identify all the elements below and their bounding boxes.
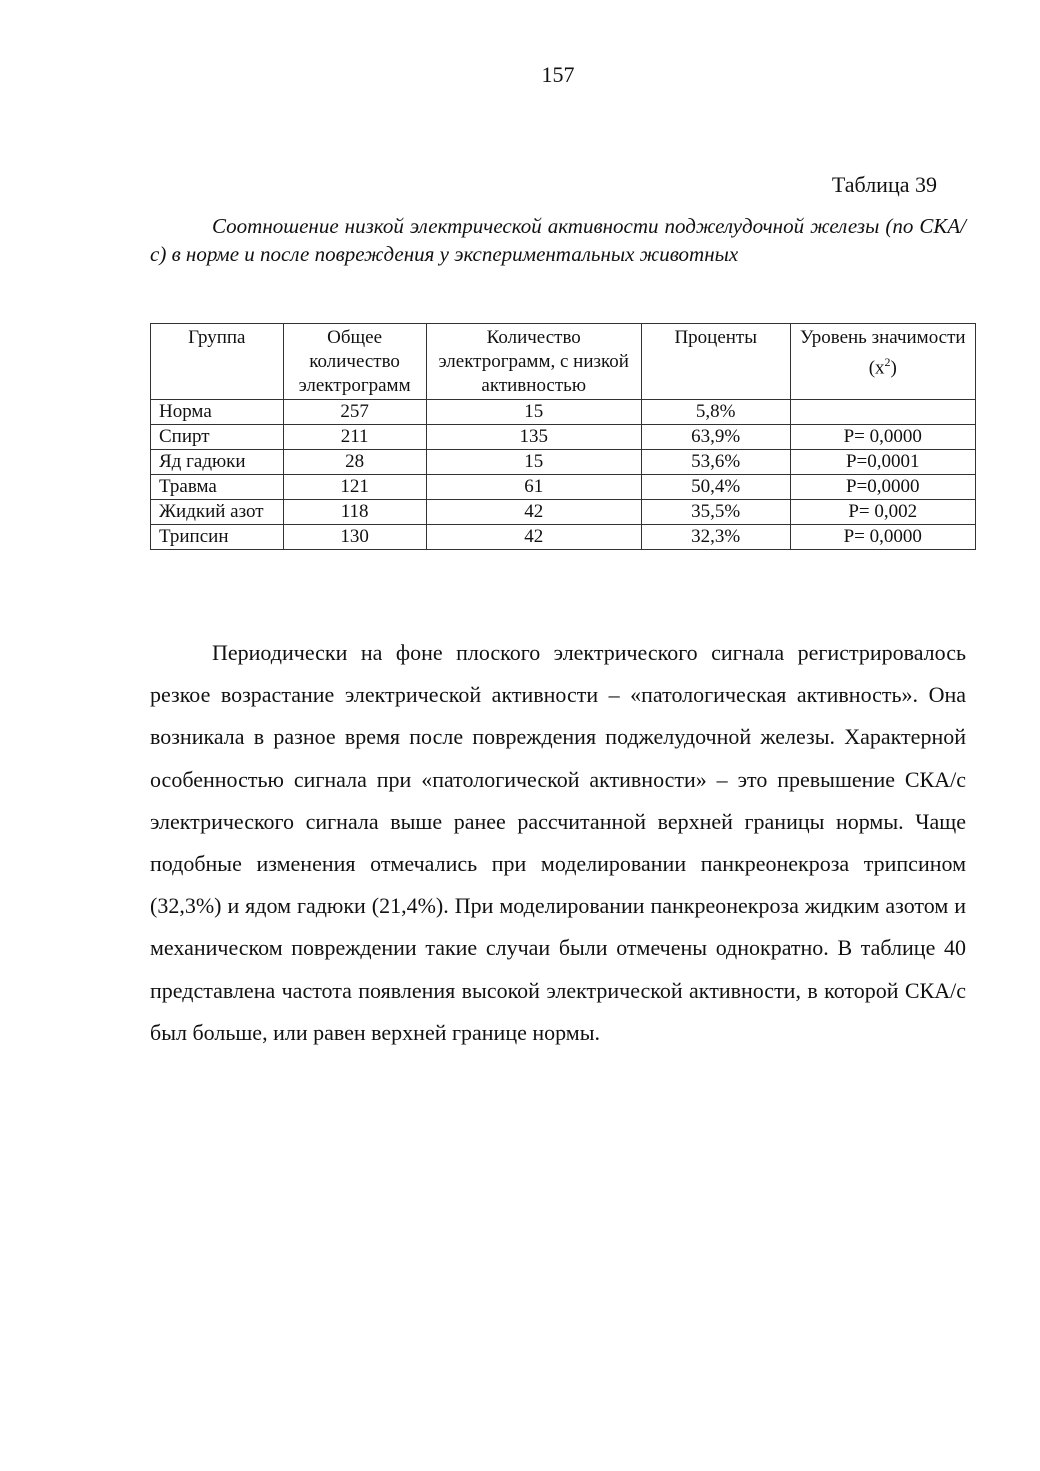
- table-row: [151, 525, 976, 550]
- table-header-row: [151, 324, 976, 400]
- cell-percent: 35,5%: [641, 500, 790, 525]
- chi-prefix: (x: [868, 357, 885, 379]
- header-significance: [790, 324, 975, 400]
- header-group: Группа: [151, 324, 284, 400]
- cell-total: 211: [283, 425, 426, 450]
- table-row: [151, 450, 976, 475]
- data-table: [150, 323, 976, 550]
- cell-significance: P=0,0001: [790, 450, 975, 475]
- cell-group: Спирт: [151, 425, 284, 450]
- table-row: [151, 475, 976, 500]
- cell-group: Жидкий азот: [151, 500, 284, 525]
- cell-percent: 5,8%: [641, 400, 790, 425]
- cell-significance: [790, 400, 975, 425]
- cell-low: 42: [426, 525, 641, 550]
- cell-low: 42: [426, 500, 641, 525]
- cell-total: 28: [283, 450, 426, 475]
- cell-percent: 53,6%: [641, 450, 790, 475]
- table-row: [151, 425, 976, 450]
- cell-significance: P= 0,002: [790, 500, 975, 525]
- table-body: [151, 400, 976, 550]
- cell-total: 130: [283, 525, 426, 550]
- cell-significance: P= 0,0000: [790, 425, 975, 450]
- header-total: Общее количество электрограмм: [283, 324, 426, 400]
- header-significance-label: Уровень значимости: [799, 327, 966, 348]
- chi-suffix: ): [890, 357, 897, 379]
- cell-significance: P= 0,0000: [790, 525, 975, 550]
- header-low-activity: Количество электрограмм, с низкой активностью: [426, 324, 641, 400]
- cell-total: 118: [283, 500, 426, 525]
- chi-superscript: 2: [884, 355, 891, 369]
- cell-low: 135: [426, 425, 641, 450]
- cell-percent: 50,4%: [641, 475, 790, 500]
- cell-low: 15: [426, 450, 641, 475]
- cell-group: Травма: [151, 475, 284, 500]
- cell-total: 257: [283, 400, 426, 425]
- cell-significance: P=0,0000: [790, 475, 975, 500]
- table-row: [151, 500, 976, 525]
- cell-total: 121: [283, 475, 426, 500]
- table-label: Таблица 39: [831, 172, 937, 197]
- table-caption: Соотношение низкой электрической активности поджелудочной железы (по СКА/с) в норме и после повреждения у экспериментальных животных: [150, 214, 966, 266]
- header-chi-square: [799, 350, 967, 380]
- body-paragraph: Периодически на фоне плоского электрического сигнала регистрировалось резкое возрастание электрической активности – «патологическая активность». Она возникала в разное время после повреждения поджелудочной железы. Характерной особенностью сигнала при «патологической активности» – это превышение СКА/с электрического сигнала выше ранее рассчитанной верхней границы нормы. Чаще подобные изменения отмечались при моделировании панкреонекроза трипсином (32,3%) и ядом гадюки (21,4%). При моделировании панкреонекроза жидким азотом и механическом повреждении такие случаи были отмечены однократно. В таблице 40 представлена частота появления высокой электрической активности, в которой СКА/с был больше, или равен верхней границе нормы.: [150, 640, 966, 1045]
- page-number: 157: [541, 62, 575, 87]
- header-percent: Проценты: [641, 324, 790, 400]
- cell-low: 15: [426, 400, 641, 425]
- cell-group: Яд гадюки: [151, 450, 284, 475]
- table-header: [151, 324, 976, 400]
- cell-low: 61: [426, 475, 641, 500]
- cell-group: Норма: [151, 400, 284, 425]
- cell-percent: 32,3%: [641, 525, 790, 550]
- cell-group: Трипсин: [151, 525, 284, 550]
- cell-percent: 63,9%: [641, 425, 790, 450]
- table-row: [151, 400, 976, 425]
